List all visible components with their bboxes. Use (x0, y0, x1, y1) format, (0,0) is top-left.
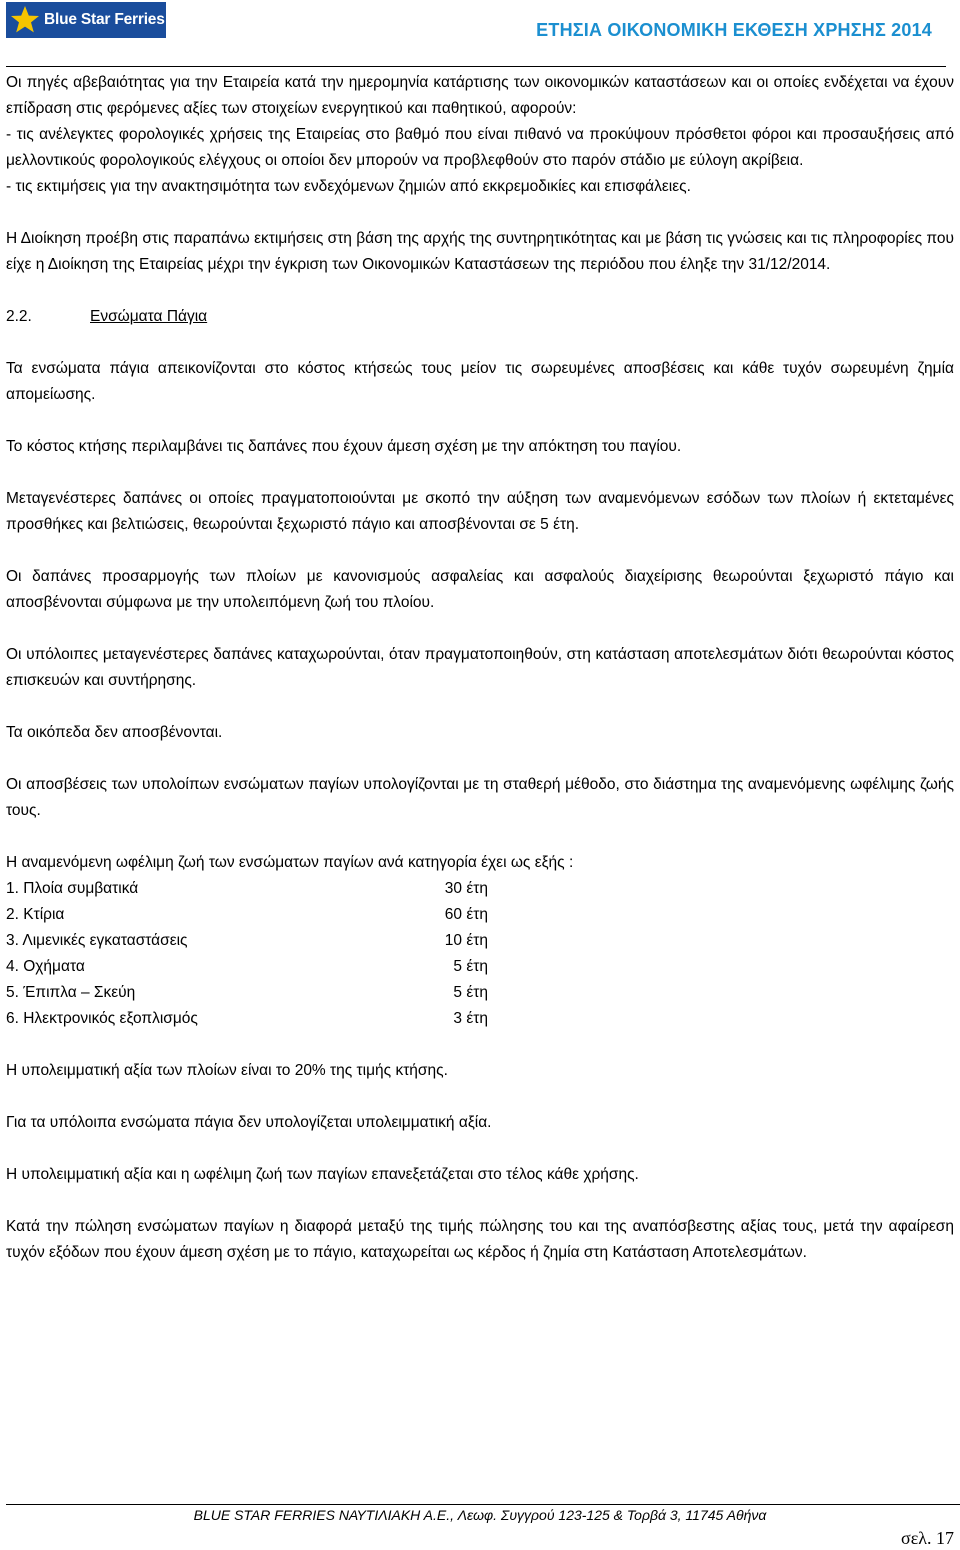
paragraph: Μεταγενέστερες δαπάνες οι οποίες πραγματοποιούνται με σκοπό την αύξηση των αναμενόμενων εσόδων των πλοίων ή εκτεταμένες προσθήκες και βελτιώσεις, θεωρούνται ξεχωριστό πάγιο και αποσβένονται σε 5 έτη. (6, 490, 954, 533)
asset-category: 2. Κτίρια (6, 906, 65, 923)
list-item (6, 902, 954, 928)
useful-life-years: 5 έτη (453, 984, 488, 1001)
list-item (6, 876, 954, 902)
useful-life-years: 10 έτη (444, 932, 488, 949)
list-item (6, 980, 954, 1006)
paragraph: Η υπολειμματική αξία και η ωφέλιμη ζωή των παγίων επανεξετάζεται στο τέλος κάθε χρήσης. (6, 1166, 639, 1183)
paragraph: Το κόστος κτήσης περιλαμβάνει τις δαπάνες που έχουν άμεση σχέση με την απόκτηση του παγίου. (6, 438, 682, 455)
list-item (6, 954, 954, 980)
list-item (6, 1006, 954, 1032)
paragraph: Τα οικόπεδα δεν αποσβένονται. (6, 724, 223, 741)
useful-life-years: 3 έτη (453, 1010, 488, 1027)
page-number: σελ. 17 (901, 1528, 954, 1548)
paragraph: Οι υπόλοιπες μεταγενέστερες δαπάνες καταχωρούνται, όταν πραγματοποιηθούν, στη κατάσταση αποτελεσμάτων διότι θεωρούνται κόστος επισκευών και συντήρησης. (6, 646, 954, 689)
star-icon (8, 3, 42, 37)
asset-category: 3. Λιμενικές εγκαταστάσεις (6, 932, 188, 949)
useful-life-list (6, 876, 954, 1032)
asset-category: 4. Οχήματα (6, 958, 85, 975)
useful-life-years: 5 έτη (453, 958, 488, 975)
section-title: Ενσώματα Πάγια (90, 308, 208, 325)
paragraph: Η αναμενόμενη ωφέλιμη ζωή των ενσώματων παγίων ανά κατηγορία έχει ως εξής : (6, 854, 574, 871)
bullet-item: - τις εκτιμήσεις για την ανακτησιμότητα των ενδεχόμενων ζημιών από εκκρεμοδικίες και επισφάλειες. (6, 178, 691, 195)
paragraph: Τα ενσώματα πάγια απεικονίζονται στο κόστος κτήσεώς τους μείον τις σωρευμένες αποσβέσεις και κάθε τυχόν σωρευμένη ζημία απομείωσης. (6, 360, 954, 403)
asset-category: 1. Πλοία συμβατικά (6, 880, 139, 897)
asset-category: 6. Ηλεκτρονικός εξοπλισμός (6, 1010, 198, 1027)
management-paragraph: Η Διοίκηση προέβη στις παραπάνω εκτιμήσεις στη βάση της αρχής της συντηρητικότητας και με βάση τις γνώσεις και τις πληροφορίες που είχε η Διοίκηση της Εταιρείας μέχρι την έγκριση των Οικονομικών Καταστάσεων της περιόδου που έληξε την 31/12/2014. (6, 230, 954, 273)
section-number: 2.2. (6, 308, 32, 325)
report-title: ΕΤΗΣΙΑ ΟΙΚΟΝΟΜΙΚΗ ΕΚΘΕΣΗ ΧΡΗΣΗΣ 2014 (536, 20, 932, 40)
asset-category: 5. Έπιπλα – Σκεύη (6, 984, 136, 1001)
paragraph: Κατά την πώληση ενσώματων παγίων η διαφορά μεταξύ της τιμής πώλησης του και της αναπόσβεστης αξίας τους, μετά την αφαίρεση τυχόν εξόδων που έχουν άμεση σχέση με το πάγιο, καταχωρείται ως κέρδος ή ζημία στη Κατάσταση Αποτελεσμάτων. (6, 1218, 954, 1261)
paragraph: Οι αποσβέσεις των υπολοίπων ενσώματων παγίων υπολογίζονται με τη σταθερή μέθοδο, στο διάστημα της αναμενόμενης ωφέλιμης ζωής τους. (6, 776, 954, 819)
paragraph: Η υπολειμματική αξία των πλοίων είναι το 20% της τιμής κτήσης. (6, 1062, 448, 1079)
footer-divider (6, 1504, 960, 1505)
list-item (6, 928, 954, 954)
paragraph: Οι δαπάνες προσαρμογής των πλοίων με κανονισμούς ασφαλείας και ασφαλούς διαχείρισης θεωρούνται ξεχωριστό πάγιο και αποσβένονται σύμφωνα με την υπολειπόμενη ζωή του πλοίου. (6, 568, 954, 611)
footer-company-address: BLUE STAR FERRIES ΝΑΥΤΙΛΙΑΚΗ Α.Ε., Λεωφ. Συγγρού 123-125 & Τορβά 3, 11745 Αθήνα (193, 1507, 767, 1523)
useful-life-years: 30 έτη (444, 880, 488, 897)
useful-life-years: 60 έτη (444, 906, 488, 923)
bullet-item: - τις ανέλεγκτες φορολογικές χρήσεις της Εταιρείας στο βαθμό που είναι πιθανό να προκύψουν πρόσθετοι φόροι και προσαυξήσεις από μελλοντικούς φορολογικούς ελέγχους οι οποίοι δεν μπορούν να προβλεφθούν στο παρόν στάδιο με εύλογη ακρίβεια. (6, 126, 954, 169)
document-body (6, 70, 954, 1266)
company-logo (6, 2, 166, 38)
paragraph: Για τα υπόλοιπα ενσώματα πάγια δεν υπολογίζεται υπολειμματική αξία. (6, 1114, 492, 1131)
header-divider (6, 66, 946, 67)
section-heading (6, 304, 954, 330)
logo-text: Blue Star Ferries (44, 11, 165, 28)
intro-paragraph: Οι πηγές αβεβαιότητας για την Εταιρεία κατά την ημερομηνία κατάρτισης των οικονομικών καταστάσεων και οι οποίες ενδέχεται να έχουν επίδραση στις φερόμενες αξίες των στοιχείων ενεργητικού και παθητικού, αφορούν: (6, 74, 954, 117)
